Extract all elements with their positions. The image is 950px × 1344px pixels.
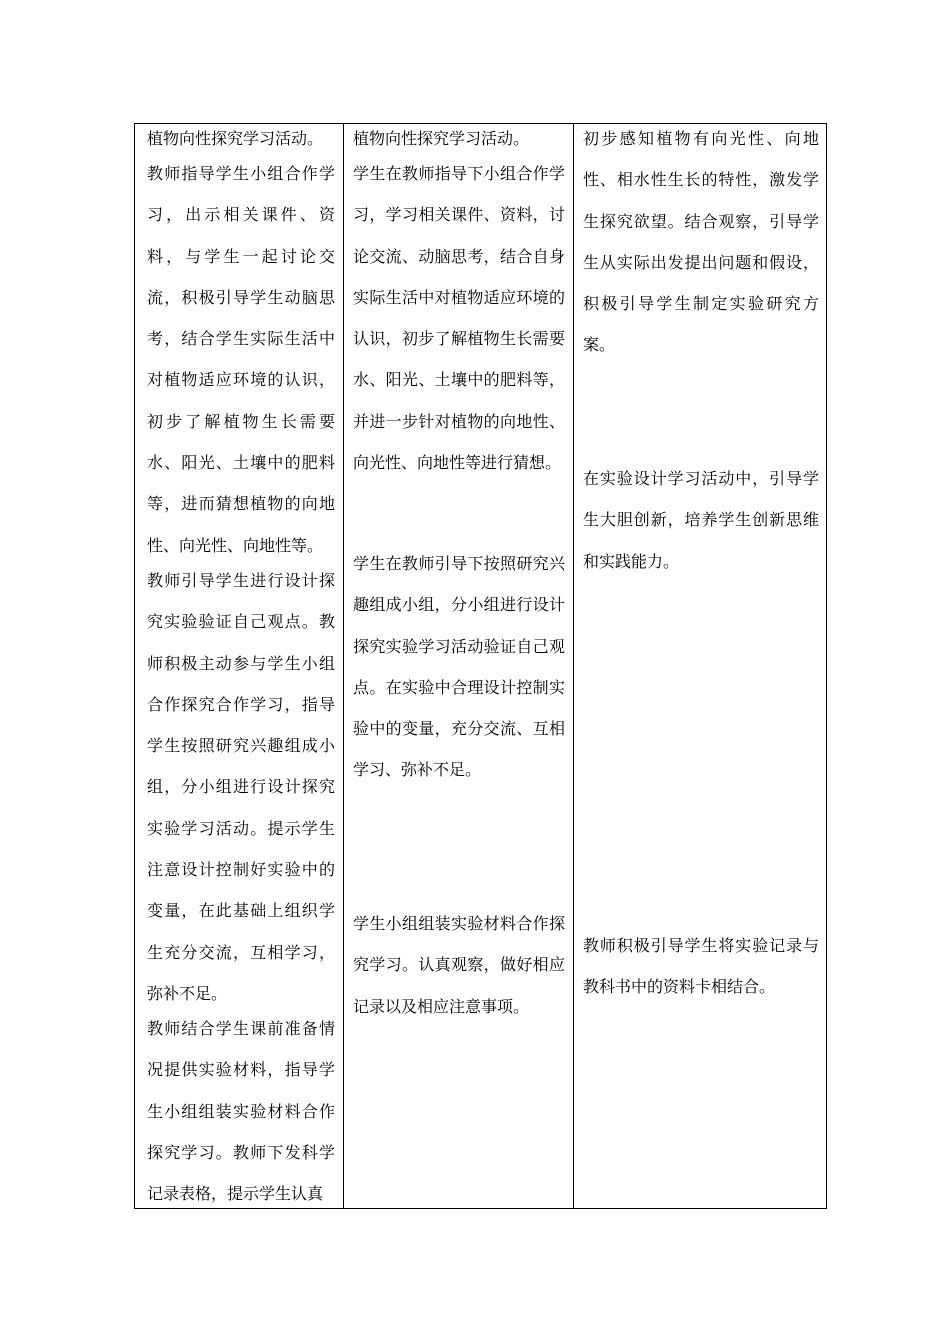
student-activity-cell [343,124,573,1208]
cell-paragraph: 教师指导学生小组合作学习，出示相关课件、资料，与学生一起讨论交流，积极引导学生动脑思考，结合学生实际生活中对植物适应环境的认识，初步了解植物生长需要水、阳光、土壤中的肥料等，进而猜想植物的向地性、向光性、向地性等。 [147,164,335,555]
cell-paragraph: 学生小组组装实验材料合作探究学习。认真观察，做好相应记录以及相应注意事项。 [353,914,565,1016]
cell-paragraph: 教师结合学生课前准备情况提供实验材料，指导学生小组组装实验材料合作探究学习。教师下发科学记录表格，提示学生认真 [147,1019,335,1204]
teacher-activity-cell [135,124,343,1208]
cell-paragraph: 在实验设计学习活动中，引导学生大胆创新，培养学生创新思维和实践能力。 [583,469,819,571]
cell-paragraph: 初步感知植物有向光性、向地性、相水性生长的特性，激发学生探究欲望。结合观察，引导学生从实际出发提出问题和假设，积极引导学生制定实验研究方案。 [583,129,819,355]
design-intent-cell [573,124,828,1208]
cell-paragraph: 植物向性探究学习活动。 [147,129,324,148]
cell-paragraph: 学生在教师引导下按照研究兴趣组成小组，分小组进行设计探究实验学习活动验证自己观点。在实验中合理设计控制实验中的变量，充分交流、互相学习、弥补不足。 [353,554,565,780]
cell-paragraph: 教师引导学生进行设计探究实验验证自己观点。教师积极主动参与学生小组合作探究合作学习，指导学生按照研究兴趣组成小组，分小组进行设计探究实验学习活动。提示学生注意设计控制好实验中的变量，在此基础上组织学生充分交流，互相学习，弥补不足。 [147,571,335,1003]
cell-paragraph: 植物向性探究学习活动。 [353,129,530,148]
cell-paragraph: 学生在教师指导下小组合作学习，学习相关课件、资料，讨论交流、动脑思考，结合自身实际生活中对植物适应环境的认识，初步了解植物生长需要水、阳光、土壤中的肥料等，并进一步针对植物的向地性、向光性、向地性等进行猜想。 [353,164,565,473]
lesson-plan-table [134,123,827,1209]
cell-paragraph: 教师积极引导学生将实验记录与教科书中的资料卡相结合。 [583,936,819,997]
